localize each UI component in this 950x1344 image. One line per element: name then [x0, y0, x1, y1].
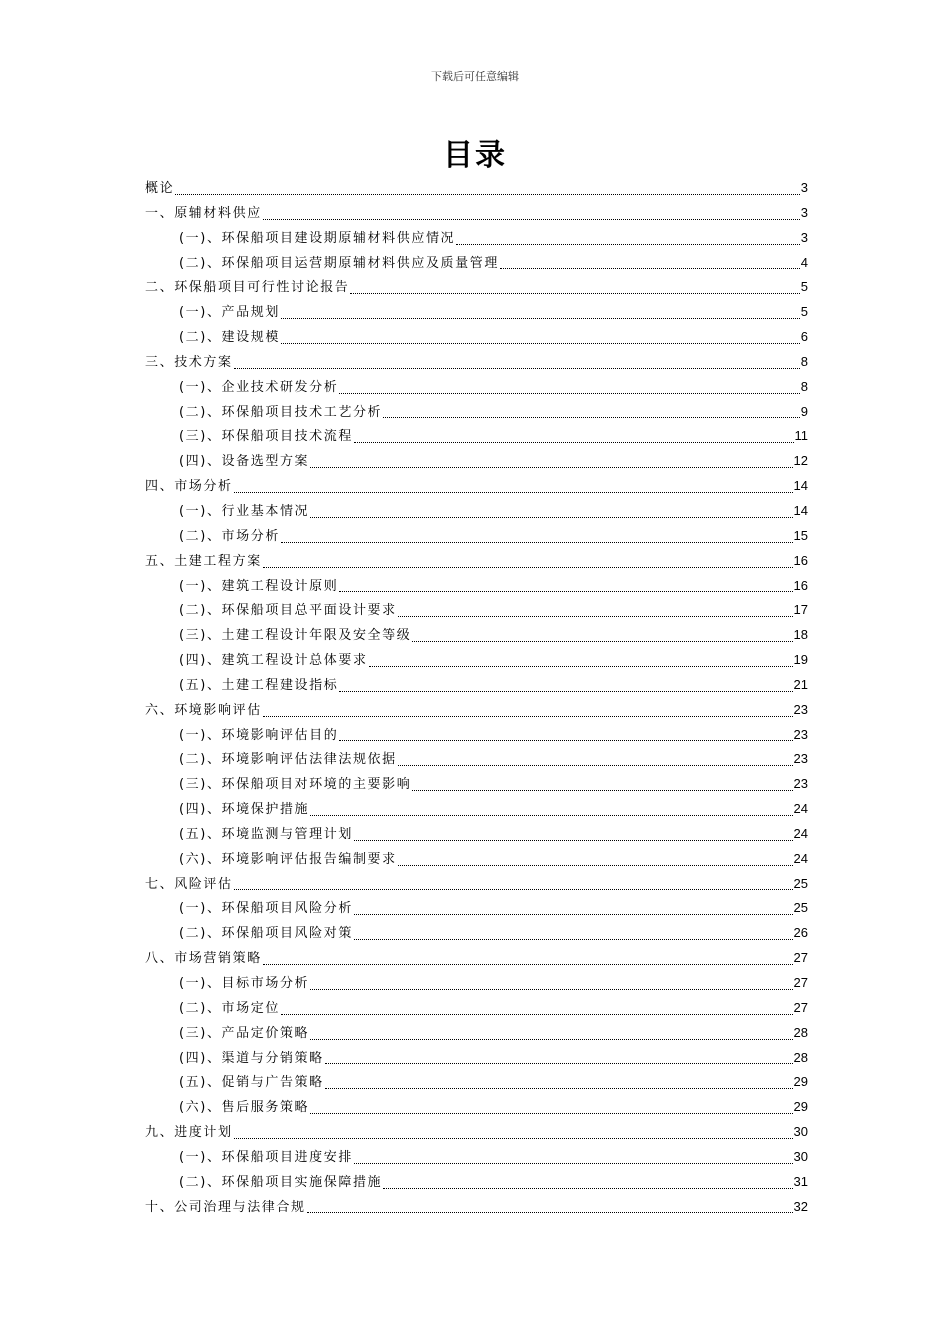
toc-entry-page: 14: [793, 502, 808, 518]
toc-entry[interactable]: [145, 325, 808, 350]
toc-entry[interactable]: [145, 1170, 808, 1195]
toc-entry-page: 26: [793, 925, 808, 941]
toc-entry-title: 九、进度计划: [145, 1125, 233, 1141]
toc-entry-page: 6: [800, 329, 808, 345]
toc-leader-dots: [307, 1212, 793, 1213]
toc-entry-title: (一)、环保船项目风险分析: [179, 901, 353, 917]
toc-entry[interactable]: [145, 350, 808, 375]
toc-leader-dots: [354, 939, 793, 940]
toc-entry[interactable]: [145, 772, 808, 797]
toc-entry[interactable]: [145, 623, 808, 648]
toc-entry[interactable]: [145, 1095, 808, 1120]
toc-leader-dots: [354, 840, 793, 841]
toc-entry-title: (三)、产品定价策略: [179, 1025, 310, 1041]
toc-leader-dots: [339, 691, 792, 692]
toc-entry[interactable]: [145, 698, 808, 723]
toc-entry-title: (三)、环保船项目对环境的主要影响: [179, 777, 412, 793]
toc-leader-dots: [339, 740, 792, 741]
toc-entry-page: 5: [800, 279, 808, 295]
toc-entry[interactable]: [145, 275, 808, 300]
toc-leader-dots: [310, 517, 792, 518]
toc-entry[interactable]: [145, 872, 808, 897]
toc-entry[interactable]: [145, 300, 808, 325]
toc-entry[interactable]: [145, 176, 808, 201]
toc-entry-title: (一)、行业基本情况: [179, 503, 310, 519]
toc-entry-page: 29: [793, 1074, 808, 1090]
toc-entry-page: 16: [793, 577, 808, 593]
toc-entry-page: 5: [800, 304, 808, 320]
toc-entry-title: 概论: [145, 181, 175, 196]
toc-leader-dots: [263, 716, 793, 717]
table-of-contents: [145, 176, 808, 1219]
toc-leader-dots: [339, 393, 799, 394]
toc-entry-page: 11: [794, 428, 808, 444]
toc-entry[interactable]: [145, 1070, 808, 1095]
toc-entry-title: (四)、设备选型方案: [179, 454, 310, 470]
toc-entry-page: 27: [793, 950, 808, 966]
toc-leader-dots: [398, 765, 793, 766]
toc-entry[interactable]: [145, 424, 808, 449]
toc-leader-dots: [234, 368, 800, 369]
toc-leader-dots: [310, 989, 792, 990]
toc-entry[interactable]: [145, 648, 808, 673]
toc-leader-dots: [412, 641, 792, 642]
toc-entry-title: 六、环境影响评估: [145, 702, 262, 718]
toc-entry[interactable]: [145, 499, 808, 524]
toc-leader-dots: [234, 889, 793, 890]
toc-entry-title: (二)、环保船项目风险对策: [179, 926, 353, 942]
toc-entry-page: 27: [793, 975, 808, 990]
toc-entry-title: (二)、市场分析: [179, 528, 280, 544]
toc-entry[interactable]: [145, 524, 808, 549]
toc-entry-page: 8: [800, 378, 808, 394]
toc-entry-page: 21: [793, 676, 808, 692]
toc-entry[interactable]: [145, 226, 808, 251]
toc-leader-dots: [310, 467, 792, 468]
page-title: 目录: [443, 138, 507, 173]
toc-entry-title: (一)、环境影响评估目的: [179, 727, 339, 743]
toc-entry[interactable]: [145, 822, 808, 847]
toc-entry-page: 23: [793, 701, 808, 717]
toc-entry-title: (二)、环保船项目总平面设计要求: [179, 603, 397, 619]
toc-entry-title: 七、风险评估: [145, 876, 233, 892]
toc-entry[interactable]: [145, 673, 808, 698]
toc-leader-dots: [325, 1088, 793, 1089]
toc-entry[interactable]: [145, 797, 808, 822]
toc-entry-title: (一)、建筑工程设计原则: [179, 578, 339, 594]
toc-entry[interactable]: [145, 251, 808, 276]
toc-entry-title: (五)、土建工程建设指标: [179, 677, 339, 693]
toc-entry-page: 9: [800, 403, 808, 419]
toc-entry[interactable]: [145, 1046, 808, 1071]
toc-entry-page: 29: [793, 1099, 808, 1115]
toc-leader-dots: [398, 865, 793, 866]
toc-leader-dots: [310, 1039, 792, 1040]
toc-entry-title: 五、土建工程方案: [145, 553, 262, 569]
toc-leader-dots: [234, 1138, 793, 1139]
toc-entry[interactable]: [145, 896, 808, 921]
toc-entry-title: (一)、环保船项目进度安排: [179, 1149, 353, 1165]
toc-entry[interactable]: [145, 847, 808, 872]
toc-entry-title: 三、技术方案: [145, 354, 233, 370]
toc-entry-page: 27: [793, 999, 808, 1015]
toc-entry-title: (四)、建筑工程设计总体要求: [179, 653, 368, 669]
toc-entry[interactable]: [145, 400, 808, 425]
toc-leader-dots: [383, 1188, 792, 1189]
toc-leader-dots: [383, 417, 800, 418]
toc-entry-page: 23: [793, 726, 808, 742]
toc-entry-page: 28: [793, 1049, 808, 1065]
toc-entry-page: 23: [793, 776, 808, 792]
toc-entry-page: 12: [793, 453, 808, 469]
toc-entry-page: 16: [793, 552, 808, 568]
toc-entry-title: (一)、环保船项目建设期原辅材料供应情况: [179, 230, 456, 246]
toc-entry-page: 28: [793, 1024, 808, 1040]
toc-entry-page: 18: [793, 627, 808, 643]
toc-entry-page: 24: [793, 850, 808, 866]
toc-entry-title: 四、市场分析: [145, 479, 233, 495]
toc-entry-title: 二、环保船项目可行性讨论报告: [145, 280, 350, 296]
toc-entry[interactable]: [145, 996, 808, 1021]
toc-leader-dots: [412, 790, 792, 791]
page-header: 下载后可任意编辑: [431, 70, 519, 83]
toc-entry-title: (五)、环境监测与管理计划: [179, 826, 353, 842]
toc-entry-title: (二)、环保船项目运营期原辅材料供应及质量管理: [179, 255, 499, 271]
toc-entry[interactable]: [145, 201, 808, 226]
toc-entry-page: 3: [800, 204, 808, 220]
toc-leader-dots: [398, 616, 793, 617]
toc-entry-page: 24: [793, 825, 808, 841]
toc-leader-dots: [263, 964, 793, 965]
toc-leader-dots: [325, 1063, 793, 1064]
toc-entry-title: (二)、环保船项目实施保障措施: [179, 1174, 383, 1190]
toc-entry-page: 31: [793, 1173, 808, 1189]
toc-entry-page: 30: [793, 1124, 808, 1140]
toc-entry-page: 17: [793, 602, 808, 618]
toc-leader-dots: [339, 591, 792, 592]
toc-entry-page: 25: [793, 875, 808, 891]
toc-entry-title: (四)、渠道与分销策略: [179, 1050, 324, 1066]
toc-entry-title: (一)、产品规划: [179, 305, 280, 321]
toc-entry[interactable]: [145, 747, 808, 772]
toc-entry[interactable]: [145, 449, 808, 474]
toc-entry-title: (一)、企业技术研发分析: [179, 379, 339, 395]
toc-entry-page: 15: [793, 527, 808, 543]
toc-leader-dots: [310, 1113, 792, 1114]
toc-entry-title: 八、市场营销策略: [145, 951, 262, 967]
toc-entry-page: 3: [800, 180, 808, 195]
toc-entry[interactable]: [145, 574, 808, 599]
toc-entry[interactable]: [145, 1120, 808, 1145]
toc-leader-dots: [456, 244, 800, 245]
toc-leader-dots: [354, 914, 793, 915]
toc-entry[interactable]: [145, 474, 808, 499]
toc-entry-title: 一、原辅材料供应: [145, 205, 262, 221]
toc-entry-title: (二)、建设规模: [179, 330, 280, 346]
toc-entry[interactable]: [145, 921, 808, 946]
toc-entry-page: 8: [800, 353, 808, 369]
toc-entry[interactable]: [145, 375, 808, 400]
toc-entry[interactable]: [145, 598, 808, 623]
toc-entry-page: 23: [793, 751, 808, 767]
toc-entry-title: (一)、目标市场分析: [179, 976, 310, 991]
toc-entry-page: 25: [793, 900, 808, 916]
toc-entry-page: 24: [793, 801, 808, 817]
toc-leader-dots: [281, 343, 800, 344]
toc-entry-title: (二)、市场定位: [179, 1000, 280, 1016]
toc-entry[interactable]: [145, 1145, 808, 1170]
toc-leader-dots: [281, 1014, 793, 1015]
toc-entry-title: (三)、土建工程设计年限及安全等级: [179, 628, 412, 644]
toc-leader-dots: [234, 492, 793, 493]
toc-entry-title: (二)、环保船项目技术工艺分析: [179, 404, 383, 420]
toc-entry-title: (三)、环保船项目技术流程: [179, 429, 353, 445]
toc-entry-title: (四)、环境保护措施: [179, 802, 310, 818]
toc-leader-dots: [500, 268, 800, 269]
toc-entry[interactable]: [145, 549, 808, 574]
toc-leader-dots: [175, 194, 800, 195]
toc-entry[interactable]: [145, 946, 808, 971]
toc-entry-page: 32: [793, 1198, 808, 1214]
toc-leader-dots: [350, 293, 799, 294]
toc-entry-title: (二)、环境影响评估法律法规依据: [179, 752, 397, 768]
toc-entry-title: (六)、售后服务策略: [179, 1100, 310, 1116]
toc-entry-title: (六)、环境影响评估报告编制要求: [179, 851, 397, 867]
toc-leader-dots: [281, 318, 800, 319]
toc-entry[interactable]: [145, 971, 808, 996]
toc-entry-page: 14: [793, 478, 808, 494]
toc-leader-dots: [369, 666, 793, 667]
toc-leader-dots: [354, 442, 794, 443]
toc-leader-dots: [263, 219, 800, 220]
toc-leader-dots: [354, 1163, 793, 1164]
toc-leader-dots: [281, 542, 793, 543]
toc-entry-title: (五)、促销与广告策略: [179, 1075, 324, 1091]
toc-entry-page: 4: [800, 254, 808, 270]
toc-leader-dots: [263, 567, 793, 568]
toc-entry[interactable]: [145, 723, 808, 748]
toc-entry-page: 19: [793, 652, 808, 668]
toc-leader-dots: [310, 815, 792, 816]
toc-entry-title: 十、公司治理与法律合规: [145, 1199, 306, 1215]
toc-entry-page: 3: [800, 229, 808, 245]
toc-entry-page: 30: [793, 1148, 808, 1164]
toc-entry[interactable]: [145, 1195, 808, 1220]
toc-entry[interactable]: [145, 1021, 808, 1046]
